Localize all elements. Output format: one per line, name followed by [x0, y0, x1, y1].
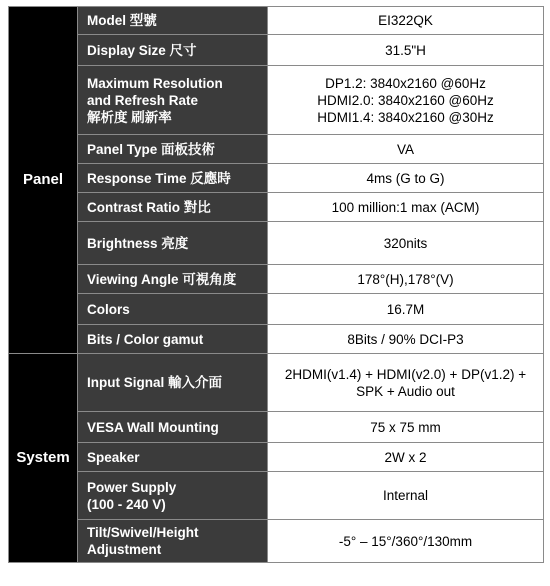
spec-label: VESA Wall Mounting	[78, 412, 268, 443]
spec-row	[9, 66, 544, 135]
spec-value: EI322QK	[268, 7, 544, 35]
spec-label: Tilt/Swivel/Height Adjustment	[78, 520, 268, 563]
spec-value: 4ms (G to G)	[268, 164, 544, 193]
group-label-system: System	[9, 354, 78, 563]
spec-row	[9, 412, 544, 443]
spec-label: Display Size 尺寸	[78, 35, 268, 66]
spec-value: 178°(H),178°(V)	[268, 265, 544, 294]
spec-row	[9, 294, 544, 325]
spec-row	[9, 164, 544, 193]
spec-label: Speaker	[78, 443, 268, 472]
spec-row	[9, 7, 544, 35]
spec-label: Colors	[78, 294, 268, 325]
spec-row	[9, 193, 544, 222]
spec-table	[8, 6, 544, 563]
spec-label: Model 型號	[78, 7, 268, 35]
spec-label: Power Supply (100 - 240 V)	[78, 472, 268, 520]
spec-value: -5° – 15°/360°/130mm	[268, 520, 544, 563]
spec-value: Internal	[268, 472, 544, 520]
spec-value: 16.7M	[268, 294, 544, 325]
spec-value: 8Bits / 90% DCI-P3	[268, 325, 544, 354]
spec-value: DP1.2: 3840x2160 @60Hz HDMI2.0: 3840x2160 @60Hz HDMI1.4: 3840x2160 @30Hz	[268, 66, 544, 135]
spec-row	[9, 520, 544, 563]
spec-value: VA	[268, 135, 544, 164]
spec-row	[9, 443, 544, 472]
spec-label: Bits / Color gamut	[78, 325, 268, 354]
spec-table-body	[9, 7, 544, 563]
spec-value: 2HDMI(v1.4) + HDMI(v2.0) + DP(v1.2) + SPK + Audio out	[268, 354, 544, 412]
group-label-panel: Panel	[9, 7, 78, 354]
spec-value: 100 million:1 max (ACM)	[268, 193, 544, 222]
spec-label: Response Time 反應時	[78, 164, 268, 193]
spec-row	[9, 265, 544, 294]
spec-row	[9, 325, 544, 354]
spec-row	[9, 354, 544, 412]
spec-row	[9, 135, 544, 164]
spec-value: 2W x 2	[268, 443, 544, 472]
spec-label: Panel Type 面板技術	[78, 135, 268, 164]
spec-value: 320nits	[268, 222, 544, 265]
spec-label: Maximum Resolution and Refresh Rate 解析度 刷新率	[78, 66, 268, 135]
spec-label: Viewing Angle 可視角度	[78, 265, 268, 294]
spec-value: 75 x 75 mm	[268, 412, 544, 443]
spec-value: 31.5"H	[268, 35, 544, 66]
spec-label: Contrast Ratio 對比	[78, 193, 268, 222]
spec-row	[9, 35, 544, 66]
spec-row	[9, 222, 544, 265]
spec-row	[9, 472, 544, 520]
spec-label: Brightness 亮度	[78, 222, 268, 265]
spec-label: Input Signal 輸入介面	[78, 354, 268, 412]
